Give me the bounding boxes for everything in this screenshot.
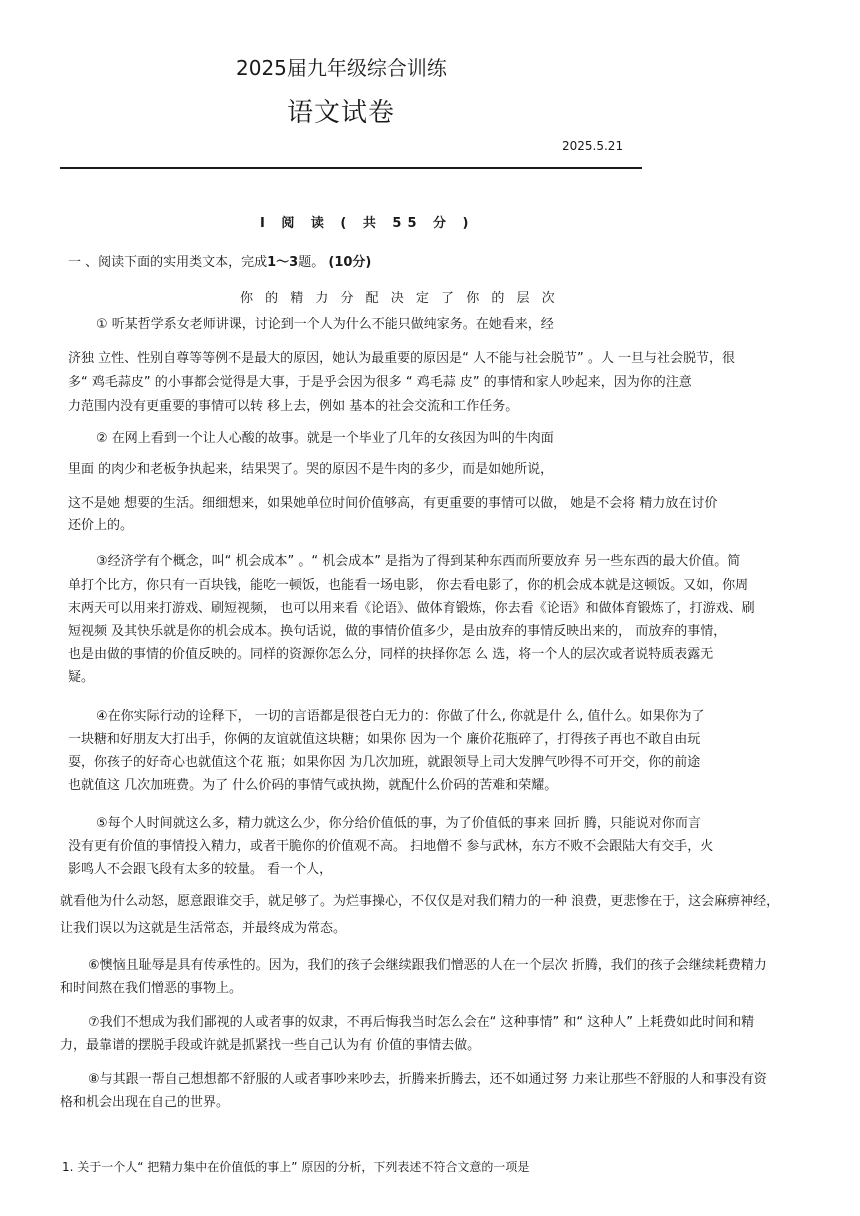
article-line: 疑。 (68, 670, 95, 685)
article-line: 单打个比方，你只有一百块钱，能吃一顿饭，也能看一场电影， 你去看电影了，你的机会成本就是这顿饭。又如，你周 (68, 578, 749, 593)
question-group-suffix: 题。 (298, 255, 325, 270)
article-line: ⑥懊恼且耻辱是具有传承性的。因为，我们的孩子会继续跟我们憎恶的人在一个层次 折腾，我们的孩子会继续耗费精力 (88, 958, 767, 973)
question-group-prefix: 一 、阅读下面的实用类文本，完成 (68, 255, 268, 270)
question-group-score: (10分) (328, 255, 372, 270)
exam-title-line1: 2025届九年级综合训练 (236, 56, 447, 80)
article-line: ⑦我们不想成为我们鄙视的人或者事的奴隶，不再后悔我当时怎么会在“ 这种事情” 和“ 这种人” 上耗费如此时间和精 (88, 1015, 755, 1030)
article-line: 济独 立性、性别自尊等等例不是最大的原因，她认为最重要的原因是“ 人不能与社会脱节” 。人 一旦与社会脱节，很 (68, 351, 735, 366)
article-line: 耍，你孩子的好奇心也就值这个花 瓶；如果你因 为几次加班，就跟领导上司大发脾气吵得不可开交，你的前途 (68, 755, 701, 770)
article-line: 影鸣人不会跟飞段有太多的较量。 看一个人， (68, 862, 333, 877)
question-group-range: 1～3 (267, 255, 299, 270)
article-line: ④在你实际行动的诠释下， 一切的言语都是很苍白无力的：你做了什么, 你就是什 么, 值什么。如果你为了 (96, 709, 705, 724)
section-heading: I 阅 读 ( 共 55 分 ) (260, 216, 475, 231)
header-divider (60, 167, 642, 169)
article-line: 格和机会出现在自己的世界。 (60, 1095, 230, 1110)
article-line: 让我们误以为这就是生活常态，并最终成为常态。 (60, 921, 347, 936)
article-line: 多“ 鸡毛蒜皮” 的小事都会觉得是大事，于是乎会因为很多 “ 鸡毛蒜 皮” 的事情和家人吵起来，因为你的注意 (68, 375, 692, 390)
question-1: 1. 关于一个人“ 把精力集中在价值低的事上” 原因的分析，下列表述不符合文意的一项是 (62, 1160, 530, 1174)
article-line: 里面 的肉少和老板争执起来，结果哭了。哭的原因不是牛肉的多少，而是如她所说， (68, 462, 554, 477)
article-line: 也是由做的事情的价值反映的。同样的资源你怎么分，同样的抉择你怎 么 选，将一个人的层次或者说特质表露无 (68, 647, 714, 662)
article-line: ③经济学有个概念，叫“ 机会成本” 。“ 机会成本” 是指为了得到某种东西而所要放弃 另一些东西的最大价值。简 (96, 554, 741, 569)
article-line: 这不是她 想要的生活。细细想来，如果她单位时间价值够高，有更重要的事情可以做， 她是不会将 精力放在讨价 (68, 496, 718, 511)
article-line: 和时间熬在我们憎恶的事物上。 (60, 981, 243, 996)
article-line: 也就值这 几次加班费。为了 什么价码的事情气或执拗，就配什么价码的苦难和荣耀。 (68, 778, 558, 793)
exam-title-line2: 语文试卷 (287, 98, 396, 128)
question-group-heading (68, 251, 371, 270)
article-line: 就看他为什么动怒，愿意跟谁交手，就足够了。为烂事操心，不仅仅是对我们精力的一种 浪费，更悲惨在于，这会麻痹神经， (60, 894, 780, 909)
article-line: ⑤每个人时间就这么多，精力就这么少，你分给价值低的事，为了价值低的事来 回折 腾，只能说对你而言 (96, 816, 701, 831)
article-line: ① 听某哲学系女老师讲课，讨论到一个人为什么不能只做纯家务。在她看来，经 (96, 317, 554, 332)
exam-date: 2025.5.21 (562, 139, 624, 153)
article-line: 还价上的。 (68, 518, 134, 533)
article-line: ⑧与其跟一帮自己想想都不舒服的人或者事吵来吵去，折腾来折腾去，还不如通过努 力来让那些不舒服的人和事没有资 (88, 1072, 767, 1087)
article-line: ② 在网上看到一个让人心酸的故事。就是一个毕业了几年的女孩因为叫的牛肉面 (96, 431, 554, 446)
article-line: 没有更有价值的事情投入精力，或者干脆你的价值观不高。 扫地僧不 参与武林，东方不败不会跟陆大有交手，火 (68, 839, 714, 854)
article-line: 短视频 及其快乐就是你的机会成本。换句话说，做的事情价值多少，是由放弃的事情反映出来的， 而放弃的事情， (68, 624, 727, 639)
article-line: 力范围内没有更重要的事情可以转 移上去，例如 基本的社会交流和工作任务。 (68, 399, 519, 414)
article-line: 一块糖和好朋友大打出手，你俩的友谊就值这块糖；如果你 因为一个 廉价花瓶碎了，打得孩子再也不敢自由玩 (68, 732, 701, 747)
article-line: 末两天可以用来打游戏、刷短视频， 也可以用来看《论语》、做体育锻炼，你去看《论语》和做体育锻炼了，打游戏、刷 (68, 601, 755, 616)
article-title: 你 的 精 力 分 配 决 定 了 你 的 层 次 (240, 291, 559, 306)
article-line: 力，最靠谱的摆脱手段或许就是抓紧找一些自己认为有 价值的事情去做。 (60, 1038, 481, 1053)
